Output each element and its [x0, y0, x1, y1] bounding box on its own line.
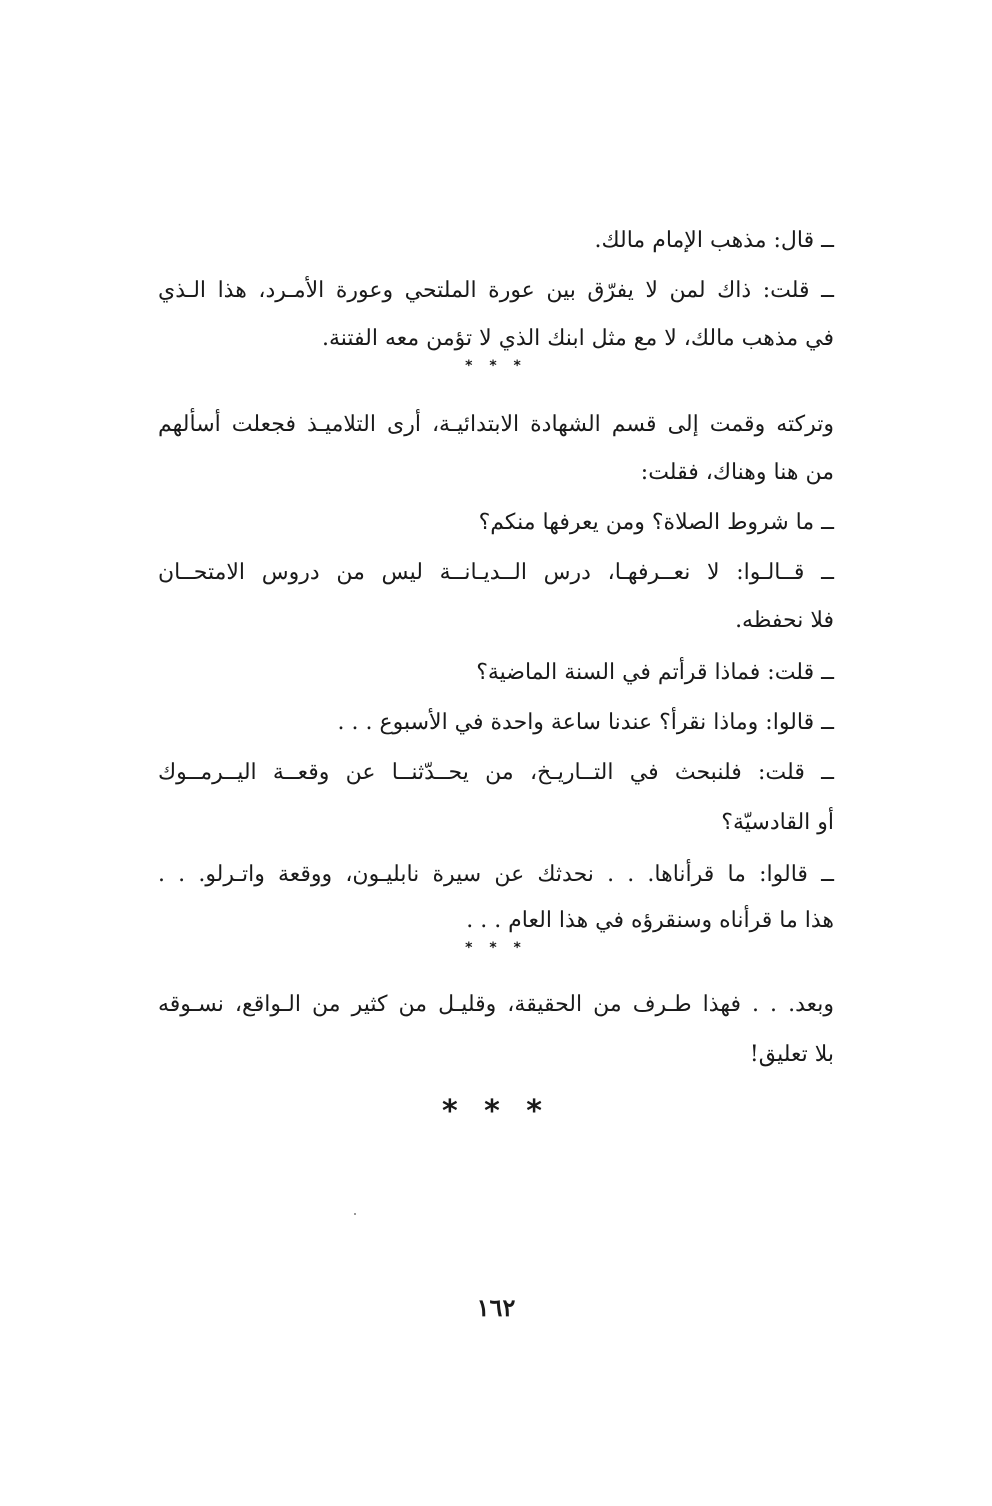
scan-speck	[354, 1213, 356, 1215]
text-line-15: وبعد. . . فهذا طـرف من الحقيقة، وقليـل من كثير من الـواقع، نسـوقه	[158, 992, 834, 1017]
text-line-14: هذا ما قرأناه وسنقرؤه في هذا العام . . .	[466, 908, 834, 933]
section-separator-2: * * *	[465, 940, 527, 956]
text-line-3: في مذهب مالك، لا مع مثل ابنك الذي لا تؤمن معه الفتنة.	[321, 326, 834, 351]
text-line-16: بلا تعليق!	[749, 1042, 834, 1067]
text-line-9: ــ قلت: فماذا قرأتم في السنة الماضية؟	[476, 660, 834, 685]
text-line-6: ــ ما شروط الصلاة؟ ومن يعرفها منكم؟	[478, 510, 834, 535]
text-line-10: ــ قالوا: وماذا نقرأ؟ عندنا ساعة واحدة في الأسبوع . . .	[337, 710, 834, 735]
page-number: ١٦٢	[476, 1293, 516, 1322]
text-line-11: ــ قلت: فلنبحث في التــاريـخ، من يحــدّثنــا عن وقعــة اليــرمــوك	[158, 760, 834, 785]
text-line-4: وتركته وقمت إلى قسم الشهادة الابتدائيـة، أرى التلاميـذ فجعلت أسألهم	[158, 412, 834, 437]
text-line-12: أو القادسيّة؟	[721, 810, 834, 835]
text-line-5: من هنا وهناك، فقلت:	[640, 460, 834, 485]
text-line-1: ــ قال: مذهب الإمام مالك.	[594, 228, 834, 253]
text-line-2: ــ قلت: ذاك لمن لا يفرّق بين عورة الملتحي وعورة الأمـرد، هذا الـذي	[158, 278, 834, 303]
end-separator: * * *	[442, 1094, 550, 1129]
section-separator-1: * * *	[465, 358, 527, 374]
text-line-13: ــ قالوا: ما قرأناها. . . نحدثك عن سيرة نابليـون، ووقعة واتـرلو. . .	[158, 862, 834, 887]
text-line-8: فلا نحفظه.	[735, 608, 834, 633]
text-line-7: ــ قــالـوا: لا نعــرفهـا، درس الــديـانــة ليس من دروس الامتحــان	[158, 560, 834, 585]
